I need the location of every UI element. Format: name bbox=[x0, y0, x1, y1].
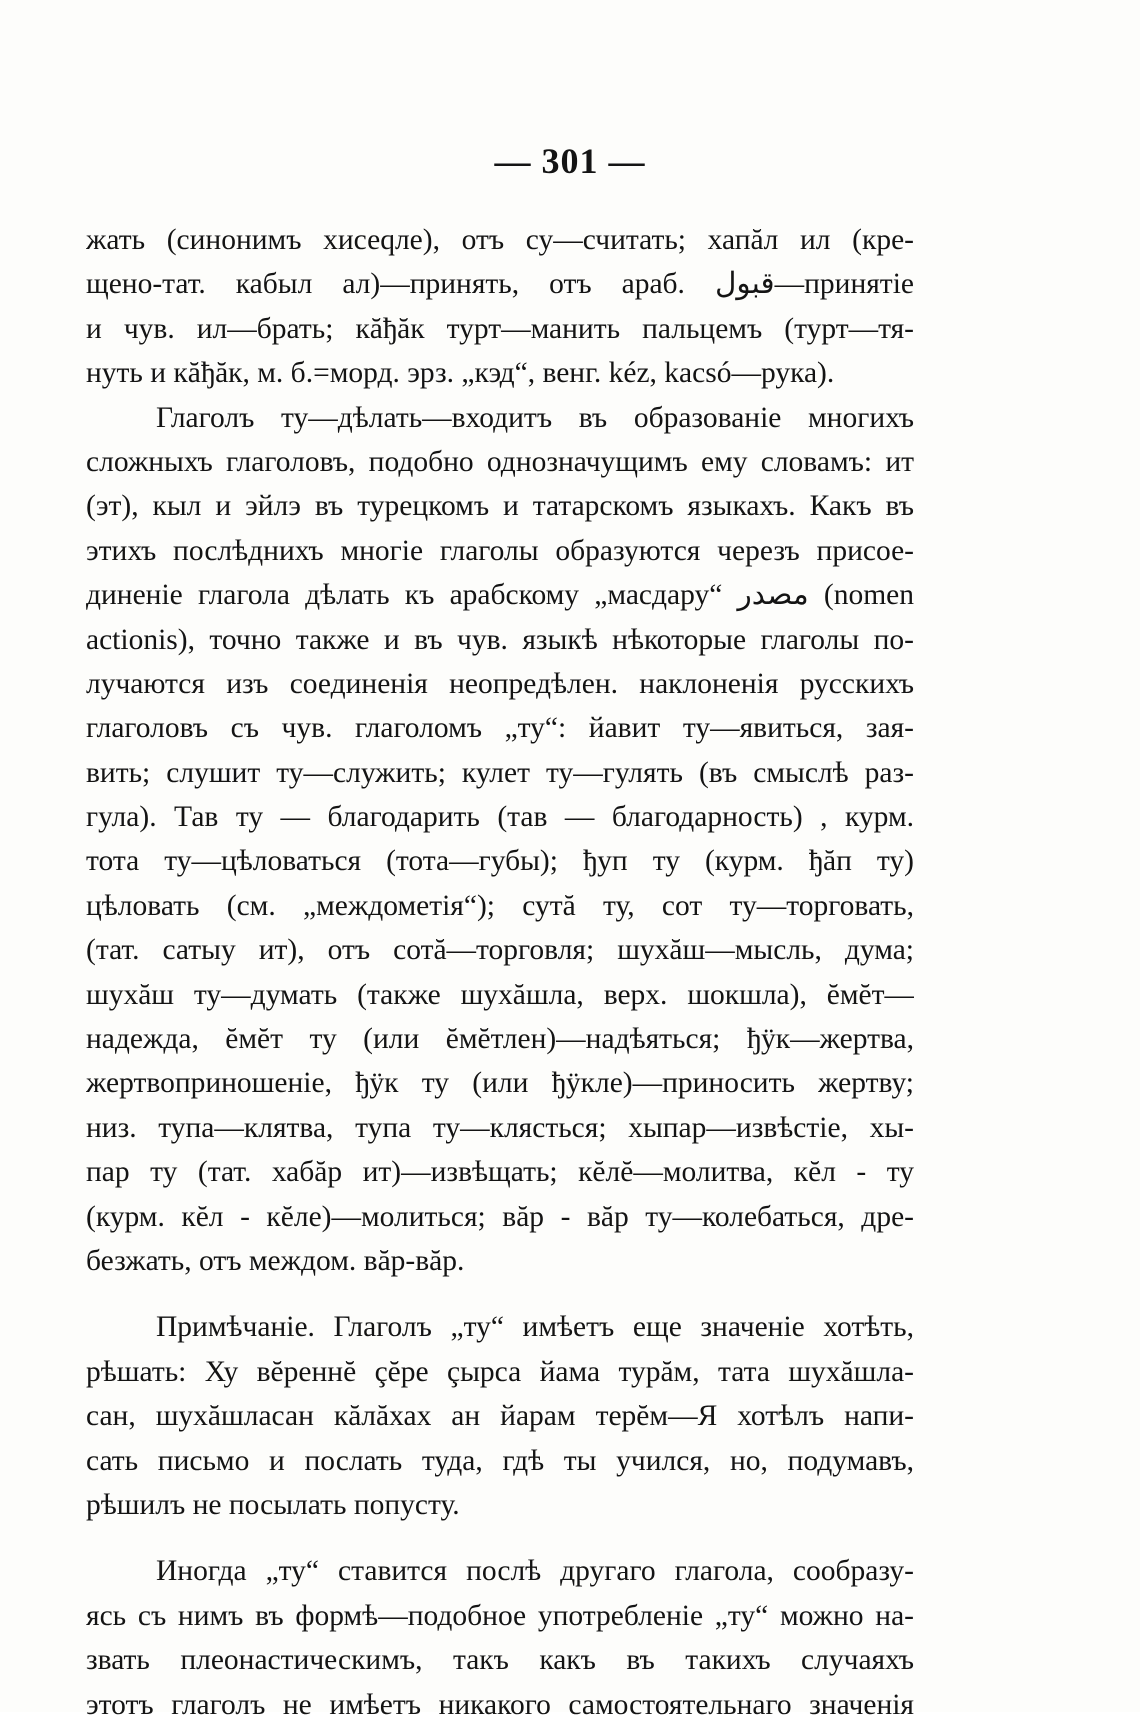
text-line: рѣшать: Ху вĕреннĕ çĕре çырса йама турăм, тата шухăшла- bbox=[86, 1355, 914, 1388]
text-line: и чув. ил—брать; кăђăк турт—манить пальцемъ (турт—тя- bbox=[86, 312, 914, 345]
text-line: тота ту—цѣловаться (тота—губы); ђуп ту (курм. ђăп ту) bbox=[86, 845, 914, 878]
text-line: цѣловать (см. „междометія“); сутă ту, сот ту—торговать, bbox=[86, 889, 914, 922]
text-line: щено-тат. кабыл ал)—принять, отъ араб. قبول—принятіе bbox=[86, 268, 914, 301]
paragraph-4 bbox=[86, 1549, 914, 1727]
text-line: нуть и кăђăк, м. б.=морд. эрз. „кэд“, венг. kéz, kacsó—рука). bbox=[86, 357, 835, 390]
text-line: вить; слушит ту—служить; кулет ту—гулять (въ смыслѣ раз- bbox=[86, 756, 914, 789]
text-line: ясь съ нимъ въ формѣ—подобное употребленіе „ту“ можно на- bbox=[86, 1599, 914, 1632]
text-line: этотъ глаголъ не имѣетъ никакого самостоятельнаго значенія bbox=[86, 1688, 914, 1721]
text-line: сложныхъ глаголовъ, подобно однозначущимъ ему словамъ: ит bbox=[86, 445, 914, 478]
paragraph-note bbox=[86, 1305, 914, 1527]
text-line: диненіе глагола дѣлать къ арабскому „масдару“ مصدر (nomen bbox=[86, 579, 914, 612]
text-line: глаголовъ съ чув. глаголомъ „ту“: йавит ту—явиться, зая- bbox=[86, 712, 914, 745]
body-text bbox=[86, 218, 914, 1727]
text-line: безжать, отъ междом. вăр-вăр. bbox=[86, 1244, 465, 1277]
paragraph-1 bbox=[86, 218, 914, 396]
text-line: (тат. сатыу ит), отъ сотă—торговля; шухăш—мысль, дума; bbox=[86, 934, 914, 967]
text-line: жертвоприношеніе, ђÿк ту (или ђÿкле)—приносить жертву; bbox=[86, 1067, 914, 1100]
text-line: звать плеонастическимъ, такъ какъ въ такихъ случаяхъ bbox=[86, 1644, 914, 1677]
paragraph-gap bbox=[86, 1283, 914, 1305]
text-line: сать письмо и послать туда, гдѣ ты учился, но, подумавъ, bbox=[86, 1444, 914, 1477]
text-line: лучаются изъ соединенія неопредѣлен. наклоненія русскихъ bbox=[86, 667, 914, 700]
text-line: гула). Тав ту — благодарить (тав — благодарность) , курм. bbox=[86, 801, 914, 834]
text-line: Примѣчаніе. Глаголъ „ту“ имѣетъ еще значеніе хотѣть, bbox=[156, 1311, 914, 1344]
text-line: (эт), кыл и эйлэ въ турецкомъ и татарскомъ языкахъ. Какъ въ bbox=[86, 490, 914, 523]
paragraph-gap bbox=[86, 1527, 914, 1549]
text-line: шухăш ту—думать (также шухăшла, верх. шокшла), ĕмĕт— bbox=[86, 978, 914, 1011]
text-line: Иногда „ту“ ставится послѣ другаго глагола, сообразу- bbox=[156, 1555, 914, 1588]
text-line: сан, шухăшласан кăлăхах ан йарам терĕм—Я хотѣлъ напи- bbox=[86, 1400, 914, 1433]
text-line: actionis), точно также и въ чув. языкѣ нѣкоторые глаголы по- bbox=[86, 623, 914, 656]
paragraph-2 bbox=[86, 396, 914, 1284]
text-line: надежда, ĕмĕт ту (или ĕмĕтлен)—надѣяться; ђÿк—жертва, bbox=[86, 1023, 914, 1056]
page-number: — 301 — bbox=[494, 141, 646, 181]
text-line: Глаголъ ту—дѣлать—входитъ въ образованіе многихъ bbox=[156, 401, 914, 434]
text-line: низ. тупа—клятва, тупа ту—клясться; хыпар—извѣстіе, хы- bbox=[86, 1111, 914, 1144]
text-line: жать (синонимъ хисеqле), отъ су—считать; хапăл ил (кре- bbox=[86, 224, 914, 256]
text-line: (курм. кĕл - кĕле)—молиться; вăр - вăр ту—колебаться, дре- bbox=[86, 1200, 914, 1233]
text-line: пар ту (тат. хабăр ит)—извѣщать; кĕлĕ—молитва, кĕл - ту bbox=[86, 1156, 914, 1189]
text-line: этихъ послѣднихъ многіе глаголы образуются черезъ присое- bbox=[86, 534, 914, 567]
text-line: рѣшилъ не посылать попусту. bbox=[86, 1488, 460, 1521]
